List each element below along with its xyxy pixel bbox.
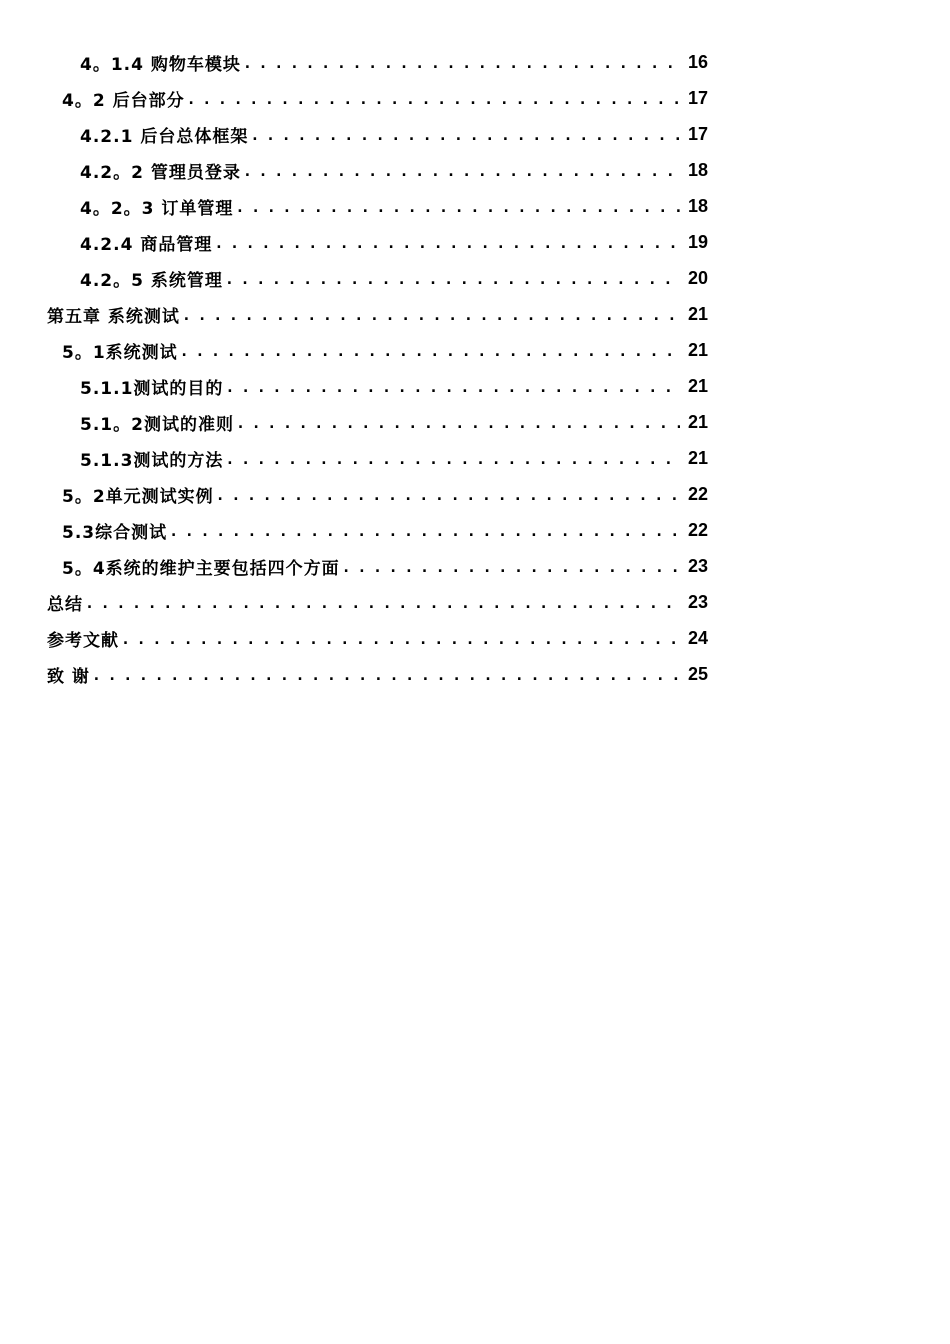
toc-entry-title: 5。1系统测试 — [62, 342, 178, 363]
toc-entry[interactable] — [0, 656, 950, 692]
toc-page-number: 17 — [687, 123, 708, 144]
toc-entry-title: 4.2.1 后台总体框架 — [80, 126, 249, 147]
toc-page-number: 16 — [687, 51, 708, 72]
toc-dot-leader — [235, 198, 680, 216]
toc-dot-leader — [236, 414, 680, 432]
toc-entry[interactable] — [0, 440, 950, 476]
toc-dot-leader — [243, 162, 680, 180]
toc-dot-leader — [169, 522, 680, 540]
toc-page-number: 18 — [687, 159, 708, 180]
toc-entry[interactable] — [0, 188, 950, 224]
toc-dot-leader — [243, 54, 680, 72]
toc-entry[interactable] — [0, 404, 950, 440]
toc-dot-leader — [225, 378, 680, 396]
toc-dot-leader — [180, 342, 680, 360]
toc-dot-leader — [225, 270, 680, 288]
toc-entry-title: 5.1.3测试的方法 — [80, 450, 224, 471]
toc-dot-leader — [214, 234, 680, 252]
toc-page-number: 23 — [687, 591, 708, 612]
toc-page-number: 21 — [687, 447, 708, 468]
toc-page-number: 21 — [687, 303, 708, 324]
toc-entry[interactable] — [0, 548, 950, 584]
toc-entry[interactable] — [0, 260, 950, 296]
toc-dot-leader — [92, 666, 680, 684]
toc-entry[interactable] — [0, 80, 950, 116]
toc-entry-title: 4.2。5 系统管理 — [80, 270, 223, 291]
toc-entry-title: 4。2 后台部分 — [62, 90, 185, 111]
toc-entry-title: 5.1。2测试的准则 — [80, 414, 234, 435]
toc-page-number: 21 — [687, 411, 708, 432]
toc-entry-title: 4。2。3 订单管理 — [80, 198, 234, 219]
table-of-contents — [0, 44, 950, 692]
toc-entry[interactable] — [0, 152, 950, 188]
toc-entry-title: 第五章 系统测试 — [47, 306, 180, 327]
toc-dot-leader — [216, 486, 680, 504]
toc-entry-title: 5.1.1测试的目的 — [80, 378, 224, 399]
toc-entry[interactable] — [0, 332, 950, 368]
toc-dot-leader — [182, 306, 680, 324]
toc-page-number: 18 — [687, 195, 708, 216]
toc-entry-title: 4.2.4 商品管理 — [80, 234, 213, 255]
toc-entry-title: 5。2单元测试实例 — [62, 486, 214, 507]
toc-dot-leader — [187, 90, 680, 108]
toc-entry-title: 致 谢 — [47, 666, 90, 687]
toc-entry[interactable] — [0, 620, 950, 656]
toc-page-number: 24 — [687, 627, 708, 648]
toc-entry-title: 4.2。2 管理员登录 — [80, 162, 241, 183]
toc-entry[interactable] — [0, 224, 950, 260]
toc-dot-leader — [342, 558, 680, 576]
toc-entry-title: 总结 — [47, 594, 83, 615]
toc-entry[interactable] — [0, 476, 950, 512]
toc-entry-title: 4。1.4 购物车模块 — [80, 54, 241, 75]
toc-entry[interactable] — [0, 368, 950, 404]
toc-entry-title: 5。4系统的维护主要包括四个方面 — [62, 558, 340, 579]
toc-entry[interactable] — [0, 116, 950, 152]
toc-entry[interactable] — [0, 44, 950, 80]
toc-page-number: 23 — [687, 555, 708, 576]
toc-dot-leader — [225, 450, 680, 468]
toc-page-number: 17 — [687, 87, 708, 108]
toc-page-number: 21 — [687, 375, 708, 396]
toc-entry[interactable] — [0, 584, 950, 620]
toc-page-number: 22 — [687, 519, 708, 540]
toc-entry[interactable] — [0, 296, 950, 332]
toc-page-number: 22 — [687, 483, 708, 504]
toc-entry-title: 5.3综合测试 — [62, 522, 168, 543]
toc-entry-title: 参考文献 — [47, 630, 119, 651]
toc-dot-leader — [85, 594, 680, 612]
toc-page-number: 19 — [687, 231, 708, 252]
toc-entry[interactable] — [0, 512, 950, 548]
toc-page-number: 21 — [687, 339, 708, 360]
toc-dot-leader — [250, 126, 680, 144]
toc-dot-leader — [121, 630, 680, 648]
toc-page-number: 20 — [687, 267, 708, 288]
toc-page-number: 25 — [687, 663, 708, 684]
